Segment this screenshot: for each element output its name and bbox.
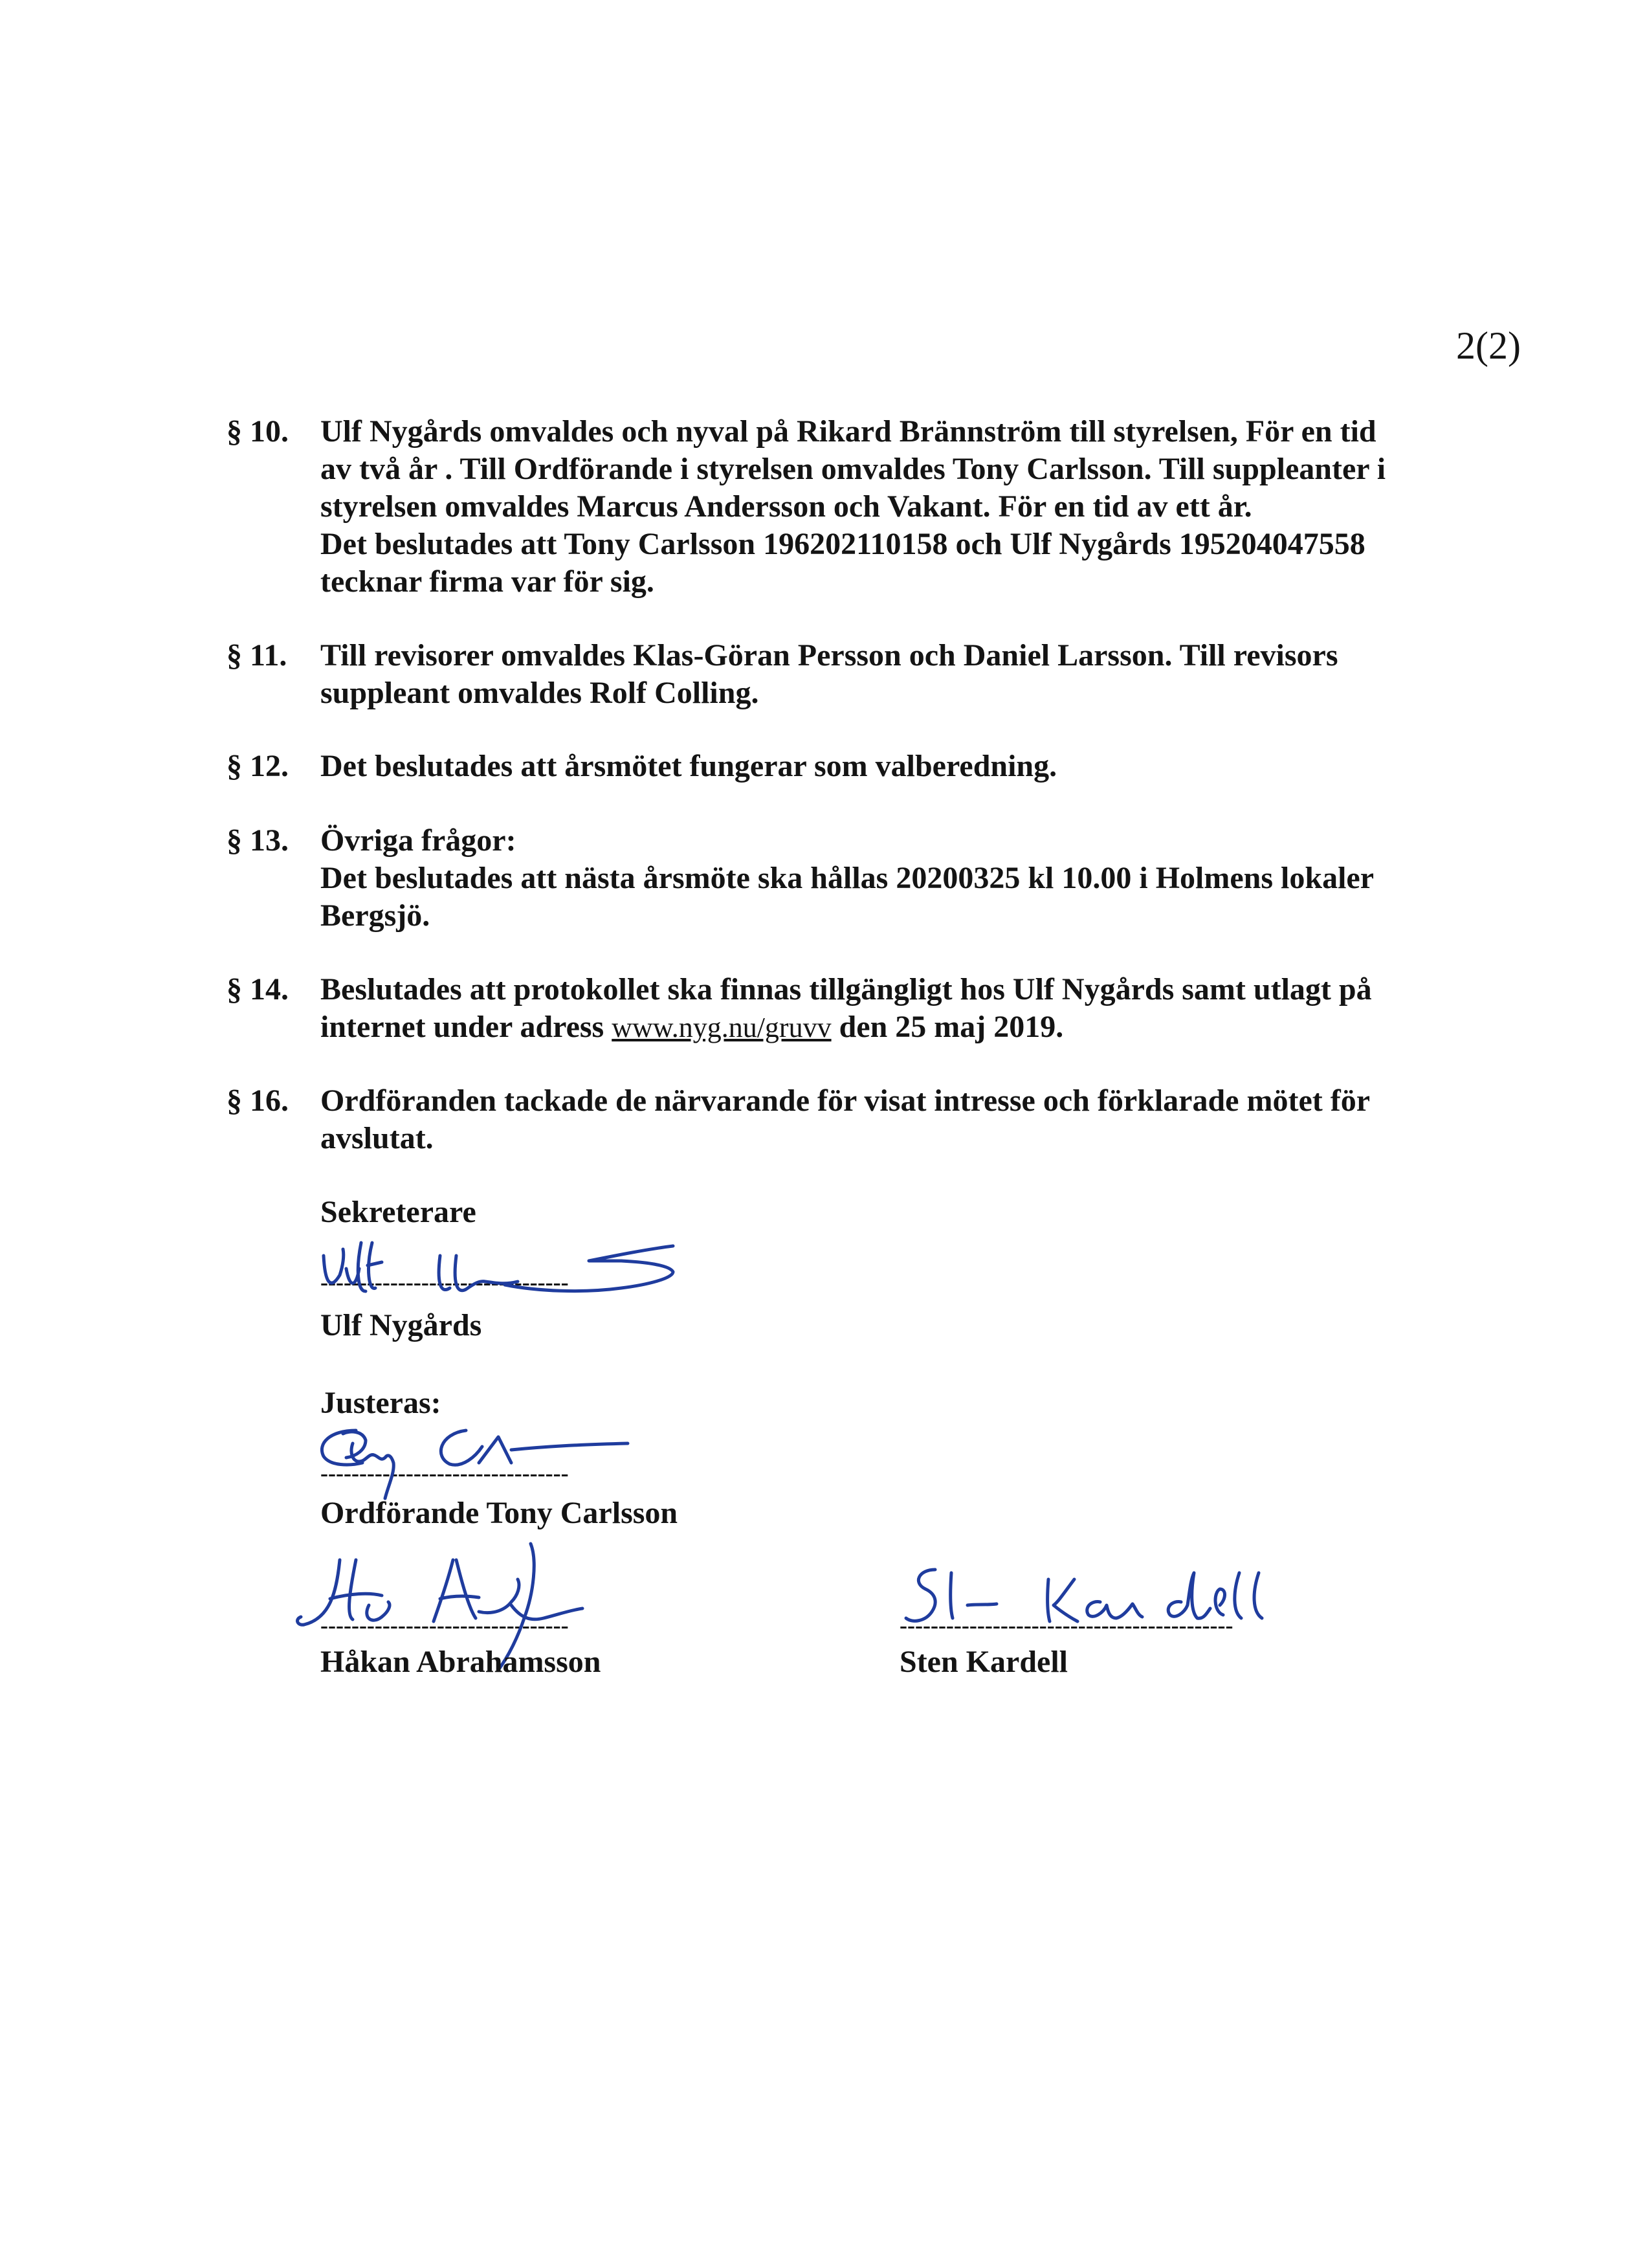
signature-line: -------------------------------------------: [900, 1612, 1233, 1638]
signature-line: --------------------------------: [320, 1460, 569, 1486]
text-line: Övriga frågor:: [320, 823, 516, 858]
paragraph-number: § 16.: [227, 1084, 289, 1118]
adjuster2-signature: [887, 1553, 1288, 1644]
text-line: Det beslutades att Tony Carlsson 196202110158 och Ulf Nygårds 195204047558: [320, 527, 1365, 561]
paragraph-text: [320, 971, 1485, 1047]
text-line: Bergsjö.: [320, 898, 430, 933]
page-number: 2(2): [1456, 324, 1521, 367]
text-line: styrelsen omvaldes Marcus Andersson och Vakant. För en tid av ett år.: [320, 489, 1252, 524]
text-fragment: den 25 maj 2019.: [831, 1010, 1064, 1044]
text-line: suppleant omvaldes Rolf Colling.: [320, 676, 759, 710]
text-line: avslutat.: [320, 1121, 434, 1155]
text-line: tecknar firma var för sig.: [320, 564, 654, 599]
text-line: Det beslutades att nästa årsmöte ska hållas 20200325 kl 10.00 i Holmens lokaler: [320, 861, 1375, 895]
chair-signature: [304, 1411, 667, 1508]
text-fragment: internet under adress: [320, 1010, 612, 1044]
secretary-signature: [311, 1230, 699, 1314]
secretary-name: Ulf Nygårds: [320, 1308, 482, 1342]
text-line: av två år . Till Ordförande i styrelsen omvaldes Tony Carlsson. Till suppleanter i: [320, 452, 1386, 486]
secretary-label: Sekreterare: [320, 1195, 476, 1229]
paragraph-number: § 12.: [227, 749, 289, 783]
adjuster1-name: Håkan Abrahamsson: [320, 1645, 601, 1679]
paragraph-number: § 10.: [227, 414, 289, 449]
paragraph-text: [320, 748, 1485, 785]
text-line: Det beslutades att årsmötet fungerar som valberedning.: [320, 749, 1057, 783]
adjuster2-name: Sten Kardell: [900, 1645, 1068, 1679]
paragraph-text: [320, 822, 1485, 935]
paragraph-text: [320, 1082, 1485, 1157]
signature-line: --------------------------------: [320, 1612, 569, 1638]
text-line: Ulf Nygårds omvaldes och nyval på Rikard Brännström till styrelsen, För en tid: [320, 414, 1376, 449]
text-line: [320, 1008, 1485, 1047]
signature-line: --------------------------------: [320, 1269, 569, 1295]
text-line: Till revisorer omvaldes Klas-Göran Persson och Daniel Larsson. Till revisors: [320, 638, 1338, 673]
adjuster-label: Justeras:: [320, 1386, 441, 1420]
text-line: Beslutades att protokollet ska finnas tillgängligt hos Ulf Nygårds samt utlagt på: [320, 972, 1372, 1006]
paragraph-text: [320, 413, 1485, 601]
paragraph-number: § 14.: [227, 972, 289, 1006]
chair-name: Ordförande Tony Carlsson: [320, 1496, 678, 1530]
paragraph-number: § 11.: [227, 638, 287, 673]
text-line: Ordföranden tackade de närvarande för visat intresse och förklarade mötet för: [320, 1084, 1371, 1118]
website-link[interactable]: www.nyg.nu/gruvv: [612, 1012, 832, 1043]
paragraph-number: § 13.: [227, 823, 289, 858]
paragraph-text: [320, 637, 1485, 712]
